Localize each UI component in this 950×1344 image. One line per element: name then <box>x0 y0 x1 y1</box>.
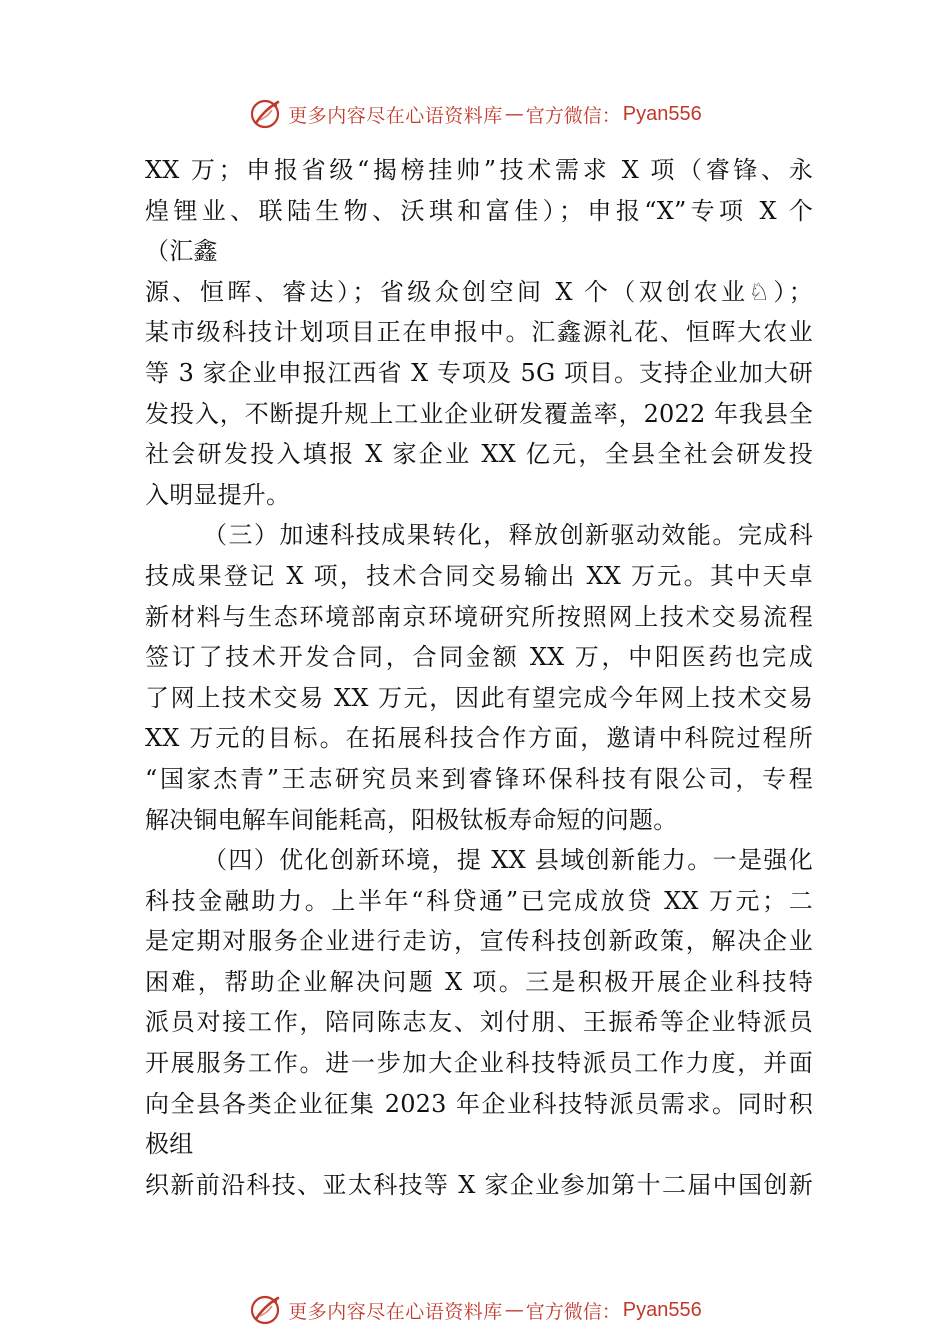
text-line: 发投入，不断提升规上工业企业研发覆盖率，2022 年我县全 <box>145 399 813 428</box>
scroll-logo-icon <box>248 96 284 132</box>
paragraph-start-line: （三）加速科技成果转化，释放创新驱动效能。完成科 <box>203 521 813 550</box>
text-line: 新材料与生态环境部南京环境研究所按照网上技术交易流程 <box>145 602 813 631</box>
promo-text: 更多内容尽在心语资料库 <box>288 104 503 127</box>
text-line: 科技金融助力。上半年“科贷通”已完成放贷 XX 万元；二 <box>145 886 813 915</box>
text-line: 开展服务工作。进一步加大企业科技特派员工作力度，并面 <box>145 1049 813 1078</box>
text-line: 向全县各类企业征集 2023 年企业科技特派员需求。同时积 <box>145 1089 813 1118</box>
text-line: 某市级科技计划项目正在申报中。汇鑫源礼花、恒晖大农业 <box>145 318 813 347</box>
text-line: 极组 <box>145 1130 194 1159</box>
text-line: 源、恒晖、睿达）；省级众创空间 X 个（双创农业♘）； <box>145 277 813 306</box>
text-line: XX 万；申报省级“揭榜挂帅”技术需求 X 项（睿锋、永 <box>145 156 813 184</box>
text-line: 是定期对服务企业进行走访，宣传科技创新政策，解决企业 <box>145 927 813 956</box>
wechat-id: Pyan556 <box>622 1298 702 1321</box>
text-line: “国家杰青”王志研究员来到睿锋环保科技有限公司，专程 <box>145 764 813 793</box>
header-banner <box>0 92 950 136</box>
text-line: （汇鑫 <box>145 237 218 266</box>
paragraph-start-line: （四）优化创新环境，提 XX 县域创新能力。一是强化 <box>203 846 813 875</box>
banner-separator: — <box>504 103 524 125</box>
text-line: 煌锂业、联陆生物、沃琪和富佳）；申报“X”专项 X 个 <box>145 196 813 225</box>
text-line: 等 3 家企业申报江西省 X 专项及 5G 项目。支持企业加大研 <box>145 358 813 387</box>
scroll-logo-icon <box>248 1292 284 1328</box>
text-line: XX 万元的目标。在拓展科技合作方面，邀请中科院过程所 <box>145 724 813 753</box>
footer-banner <box>0 1288 950 1332</box>
text-line: 技成果登记 X 项，技术合同交易输出 XX 万元。其中天卓 <box>145 561 813 590</box>
document-body <box>145 150 813 1205</box>
wechat-label: 官方微信： <box>525 104 621 127</box>
text-line: 派员对接工作，陪同陈志友、刘付朋、王振希等企业特派员 <box>145 1008 813 1037</box>
text-line: 解决铜电解车间能耗高，阳极钛板寿命短的问题。 <box>145 805 678 834</box>
text-line: 签订了技术开发合同，合同金额 XX 万，中阳医药也完成 <box>145 643 813 672</box>
text-line: 困难，帮助企业解决问题 X 项。三是积极开展企业科技特 <box>145 967 813 996</box>
text-line: 入明显提升。 <box>145 480 291 509</box>
banner-separator: — <box>504 1299 524 1321</box>
text-line: 织新前沿科技、亚太科技等 X 家企业参加第十二届中国创新 <box>145 1170 813 1199</box>
wechat-id: Pyan556 <box>622 102 702 125</box>
text-line: 了网上技术交易 XX 万元，因此有望完成今年网上技术交易 <box>145 683 813 712</box>
wechat-label: 官方微信： <box>525 1300 621 1323</box>
text-line: 社会研发投入填报 X 家企业 XX 亿元，全县全社会研发投 <box>145 440 813 469</box>
promo-text: 更多内容尽在心语资料库 <box>288 1300 503 1323</box>
